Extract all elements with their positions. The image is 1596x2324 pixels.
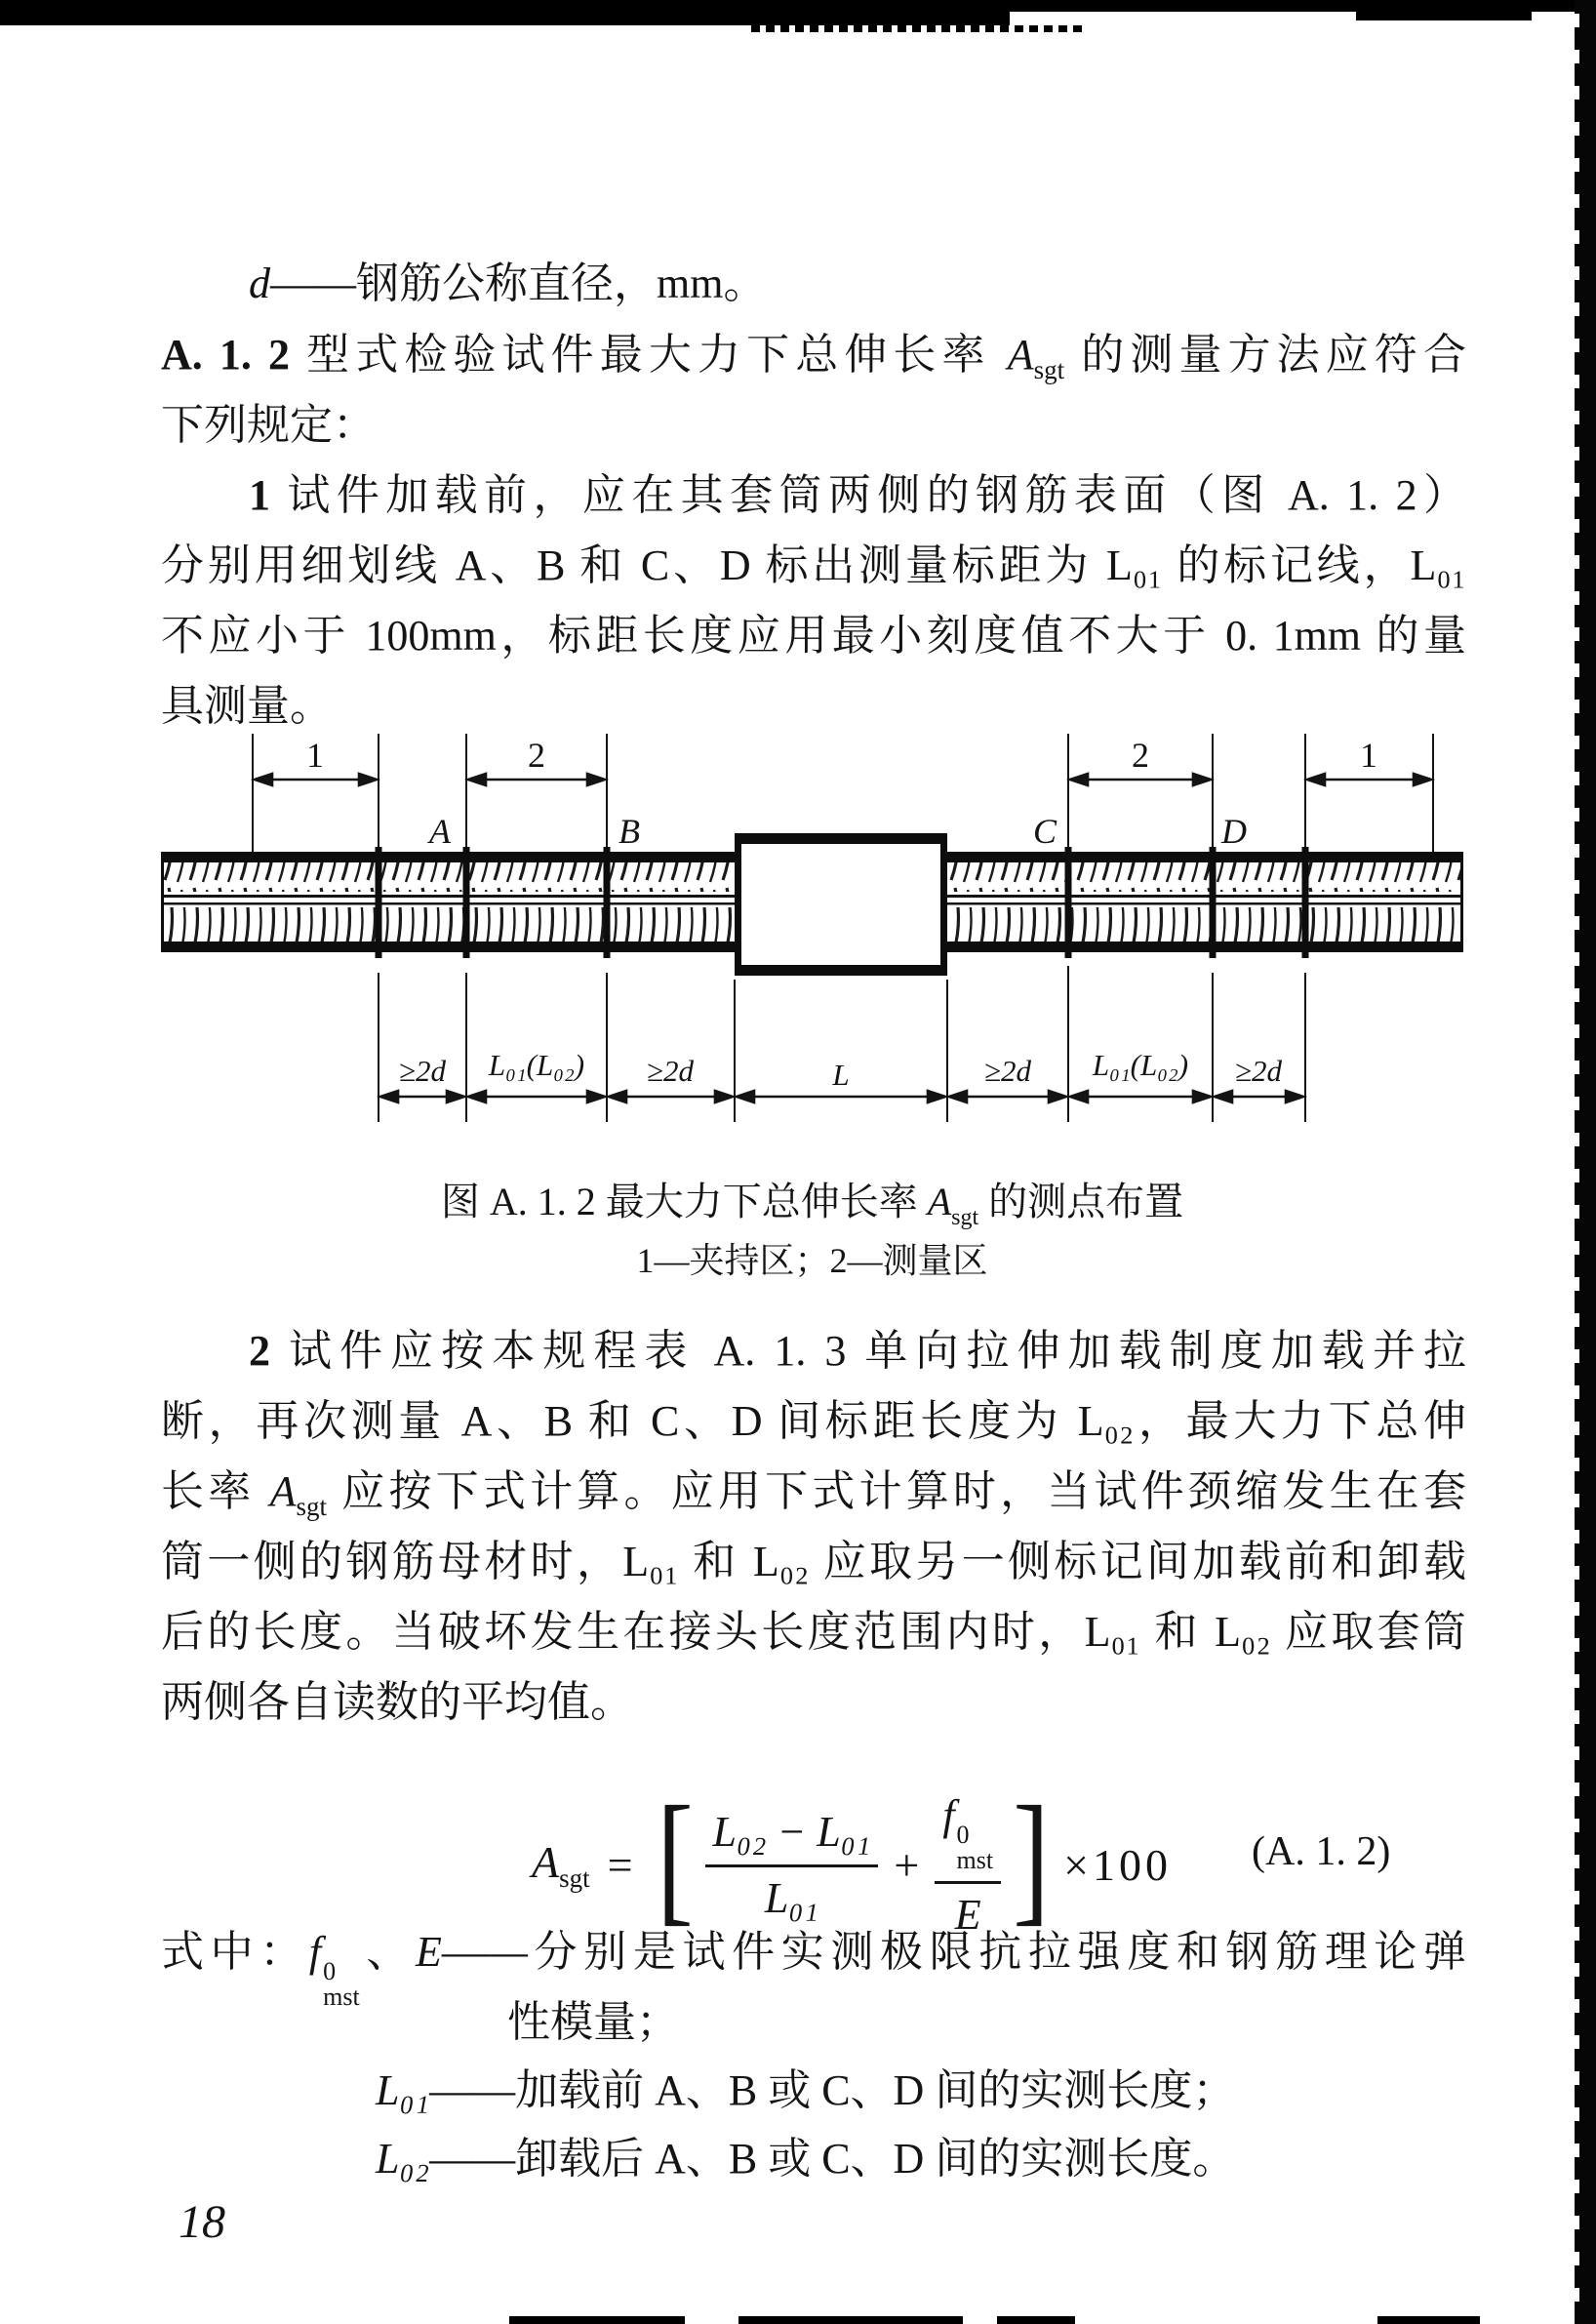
- where-line2: 性模量；: [507, 1998, 679, 2046]
- definition-text: ——钢筋公称直径，mm。: [270, 260, 767, 307]
- plus-sign: +: [894, 1839, 920, 1890]
- where-var-f-supsub: 0 mst: [323, 1957, 360, 2010]
- scan-top-edge-right: [1356, 0, 1532, 20]
- mark-label-b: B: [618, 812, 640, 851]
- where-var-l02: L₀₂: [376, 2135, 430, 2183]
- item2-text3a: 长率: [161, 1467, 270, 1515]
- figure-caption: [161, 1171, 1463, 1231]
- clause-a12-line2: 下列规定：: [161, 401, 376, 449]
- dim-l01l02-2: L₀₁(L₀₂): [1092, 1048, 1189, 1082]
- figure-a12-diagram: [161, 724, 1463, 1126]
- var-asgt-sub: sgt: [1033, 355, 1065, 384]
- bottom-extension-lines: [379, 966, 1305, 1122]
- caption-text-1: 图 A. 1. 2 最大力下总伸长率: [440, 1180, 928, 1223]
- clause-a12-line1: [161, 327, 1466, 398]
- item2-line6: 两侧各自读数的平均值。: [161, 1678, 633, 1726]
- dim-l: L: [832, 1058, 850, 1092]
- figure-a12: [161, 724, 1463, 1126]
- mark-label-c: C: [1032, 812, 1057, 851]
- dim-ge2d-4: ≥2d: [1234, 1054, 1283, 1088]
- where-text4: ——卸载后 A、B 或 C、D 间的实测长度。: [429, 2135, 1236, 2183]
- where-line1: [161, 1924, 1466, 2010]
- item2-text1: 试件应按本规程表 A. 1. 3 单向拉伸加载制度加载并拉: [270, 1327, 1466, 1375]
- formula-lhs: $A_{sgt}$: [532, 1836, 590, 1893]
- mark-label-a: A: [429, 812, 451, 851]
- zone-label-1-left: 1: [306, 736, 324, 775]
- fraction-length: $\frac{\text{L₀₂ − L₀₁}}{\text{L₀₁}}$: [705, 1807, 879, 1923]
- page-number: 18: [179, 2196, 225, 2248]
- coupler-sleeve: [735, 833, 947, 976]
- clause-number: A. 1. 2: [161, 331, 290, 379]
- dim-ge2d-1: ≥2d: [398, 1054, 447, 1088]
- definition-line-d: [249, 256, 766, 312]
- item2-var-asgt: A: [269, 1467, 297, 1515]
- item2-line3: [161, 1463, 1466, 1535]
- item2-text3b: 应按下式计算。应用下式计算时，当试件颈缩发生在套: [327, 1467, 1466, 1515]
- times-100: ×100: [1063, 1839, 1173, 1890]
- figure-legend: 1—夹持区；2—测量区: [636, 1241, 988, 1280]
- open-bracket: [: [656, 1777, 694, 1940]
- item2-line2: 断，再次测量 A、B 和 C、D 间标距长度为 L₀₂，最大力下总伸: [161, 1397, 1466, 1445]
- item1-text1: 试件加载前，应在其套筒两侧的钢筋表面（图 A. 1. 2）: [270, 471, 1466, 519]
- clause-text-1: 型式检验试件最大力下总伸长率: [290, 331, 1008, 379]
- where-var-e: E: [416, 1928, 442, 1976]
- where-prefix: 式中：: [161, 1928, 309, 1976]
- item2-var-asgt-sub: sgt: [296, 1492, 328, 1521]
- scan-right-edge: [1579, 0, 1596, 2324]
- caption-var-asgt-sub: sgt: [951, 1205, 979, 1230]
- fraction-stress: f 0 mst E: [935, 1790, 1001, 1940]
- item1-line1: [249, 467, 1466, 524]
- close-bracket: ]: [1013, 1777, 1050, 1940]
- where-text1: ——分别是试件实测极限抗拉强度和钢筋理论弹: [441, 1928, 1466, 1976]
- dim-ge2d-3: ≥2d: [983, 1054, 1032, 1088]
- scan-bottom-mark: [738, 2316, 963, 2324]
- item2-line5: 后的长度。当破坏发生在接头长度范围内时，L₀₁ 和 L₀₂ 应取套筒: [161, 1608, 1466, 1656]
- item1-line3: 不应小于 100mm，标距长度应用最小刻度值不大于 0. 1mm 的量: [161, 612, 1466, 660]
- equation-number: (A. 1. 2): [1252, 1829, 1391, 1874]
- top-dimension-arrows: [255, 774, 1431, 785]
- zone-label-2-right: 2: [1132, 736, 1149, 775]
- item2-number: 2: [249, 1327, 270, 1375]
- equals-sign: =: [607, 1839, 633, 1890]
- mark-label-d: D: [1221, 812, 1247, 851]
- clause-text-2: 的测量方法应符合: [1064, 331, 1466, 379]
- dim-l01l02-1: L₀₁(L₀₂): [488, 1048, 585, 1082]
- caption-text-2: 的测点布置: [978, 1180, 1184, 1223]
- caption-var-asgt: A: [927, 1180, 952, 1223]
- scan-bottom-mark: [997, 2316, 1075, 2324]
- item2-line1: [249, 1323, 1466, 1380]
- where-separator: 、: [359, 1928, 417, 1976]
- scan-top-edge-left: [0, 0, 1010, 25]
- dim-ge2d-2: ≥2d: [646, 1054, 695, 1088]
- var-d: d: [249, 260, 270, 307]
- formula-a12: [532, 1777, 1173, 1940]
- where-line4: [376, 2131, 1235, 2187]
- item1-number: 1: [249, 471, 270, 519]
- zone-label-1-right: 1: [1360, 736, 1377, 775]
- where-line3: [376, 2063, 1235, 2119]
- bottom-dimension-arrows: [380, 1091, 1303, 1102]
- item1-line4: 具测量。: [161, 682, 333, 730]
- item1-line2: 分别用细划线 A、B 和 C、D 标出测量标距为 L₀₁ 的标记线，L₀₁: [161, 541, 1466, 589]
- scan-bottom-mark: [509, 2316, 685, 2324]
- scan-top-edge-dashes: [751, 25, 1088, 32]
- item2-line4: 筒一侧的钢筋母材时，L₀₁ 和 L₀₂ 应取另一侧标记间加载前和卸载: [161, 1538, 1466, 1585]
- zone-label-2-left: 2: [528, 736, 545, 775]
- var-asgt: A: [1007, 331, 1034, 379]
- where-var-f: f: [308, 1928, 322, 1976]
- where-text3: ——加载前 A、B 或 C、D 间的实测长度；: [429, 2066, 1236, 2114]
- where-var-l01: L₀₁: [376, 2066, 430, 2114]
- scan-bottom-mark: [1377, 2316, 1480, 2324]
